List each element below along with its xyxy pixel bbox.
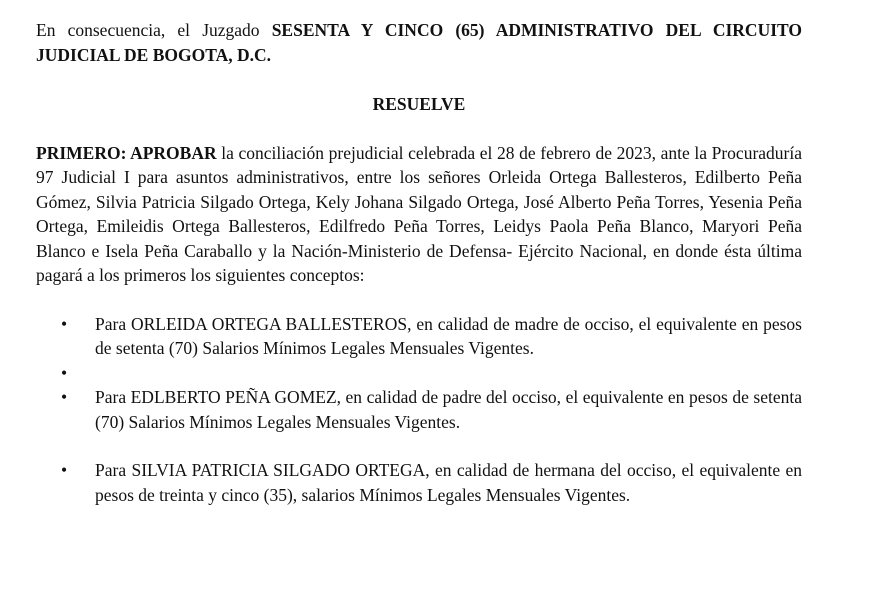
primero-paragraph [36, 141, 802, 288]
primero-text: la conciliación prejudicial celebrada el 28 de febrero de 2023, ante la Procuraduría 97 Judicial I para asuntos administrativos, entre los señores Orleida Ortega Ballesteros, Edilberto Peña Gómez, Silvia Patricia Silgado Ortega, Kely Johana Silgado Ortega, José Alberto Peña Torres, Yesenia Peña Ortega, Emileidis Ortega Ballesteros, Edilfredo Peña Torres, Leidys Paola Peña Blanco, Maryori Peña Blanco e Isela Peña Caraballo y la Nación-Ministerio de Defensa- Ejército Nacional, en donde ésta última pagará a los primeros los siguientes conceptos: [36, 142, 803, 285]
list-item-text [95, 363, 99, 383]
payment-list [36, 312, 802, 508]
court-name: SESENTA Y CINCO (65) ADMINISTRATIVO DEL CIRCUITO JUDICIAL DE BOGOTA, D.C. [36, 20, 802, 65]
document-page [36, 18, 802, 507]
list-item-text: Para ORLEIDA ORTEGA BALLESTEROS, en calidad de madre de occiso, el equivalente en pesos de setenta (70) Salarios Mínimos Legales Mensuales Vigentes. [95, 313, 802, 358]
bullet-icon: • [61, 387, 68, 407]
intro-lead: En consecuencia, el Juzgado [36, 20, 272, 40]
list-item-text: Para SILVIA PATRICIA SILGADO ORTEGA, en calidad de hermana del occiso, el equivalente en pesos de treinta y cinco (35), salarios Mínimos Legales Mensuales Vigentes. [95, 460, 802, 505]
bullet-icon: • [61, 362, 68, 383]
list-item [36, 312, 802, 361]
list-item [36, 458, 802, 507]
list-item [36, 385, 802, 434]
list-item-text: Para EDLBERTO PEÑA GOMEZ, en calidad de padre del occiso, el equivalente en pesos de setenta (70) Salarios Mínimos Legales Mensuales Vigentes. [95, 387, 802, 432]
bullet-icon: • [61, 460, 68, 480]
resolve-heading: RESUELVE [372, 94, 466, 114]
intro-paragraph [36, 18, 802, 67]
bullet-icon: • [61, 313, 68, 334]
list-item [36, 361, 802, 386]
primero-label: PRIMERO: APROBAR [36, 142, 217, 163]
